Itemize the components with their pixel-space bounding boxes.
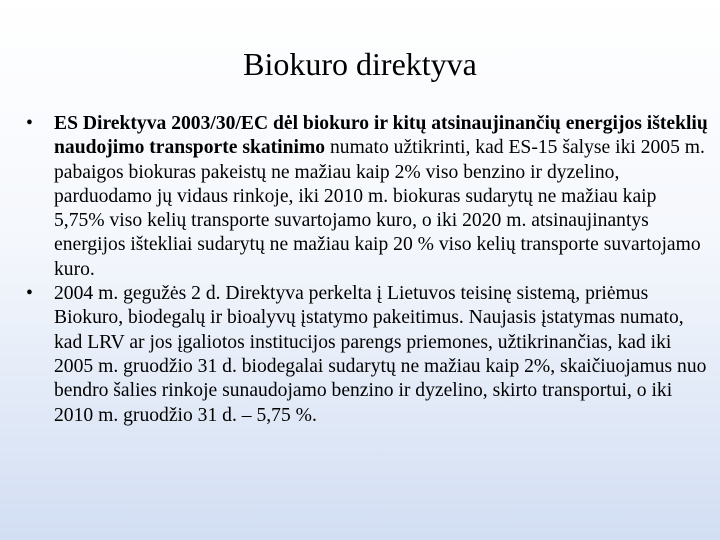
bullet-item-directive: [24, 112, 708, 282]
slide-title: Biokuro direktyva: [243, 46, 477, 82]
bullet-marker-icon: •: [26, 283, 33, 305]
bullet-list: [24, 112, 708, 428]
directive-body-text: numato užtikrinti, kad ES-15 šalyse iki 2005 m. pabaigos biokuras pakeistų ne mažiau kaip 2% viso benzino ir dyzelino, parduodamo jų vidaus rinkoje, iki 2010 m. biokuras sudarytų ne mažiau kaip 5,75% viso kelių transporte suvartojamo kuro, o iki 2020 m. atsinaujinantys energijos ištekliai sudarytų ne mažiau kaip 20 % viso kelių transporte suvartojamo kuro.: [54, 137, 705, 280]
bullet-item-lithuania-law: [24, 282, 708, 428]
lithuania-law-body-text: 2004 m. gegužės 2 d. Direktyva perkelta į Lietuvos teisinę sistemą, priėmus Biokuro, biodegalų ir bioalyvų įstatymo pakeitimus. Naujasis įstatymas numato, kad LRV ar jos įgaliotos institucijos parengs priemones, užtikrinančias, kad iki 2005 m. gruodžio 31 d. biodegalai sudarytų ne mažiau kaip 2%, skaičiuojamus nuo bendro šalies rinkoje sunaudojamo benzino ir dyzelino, skirto transportui, o iki 2010 m. gruodžio 31 d. – 5,75 %.: [54, 283, 707, 426]
directive-title-text: ES Direktyva 2003/30/EC dėl biokuro ir kitų atsinaujinančių energijos išteklių naudojimo transporte skatinimo: [54, 113, 708, 159]
bullet-marker-icon: •: [26, 113, 33, 134]
